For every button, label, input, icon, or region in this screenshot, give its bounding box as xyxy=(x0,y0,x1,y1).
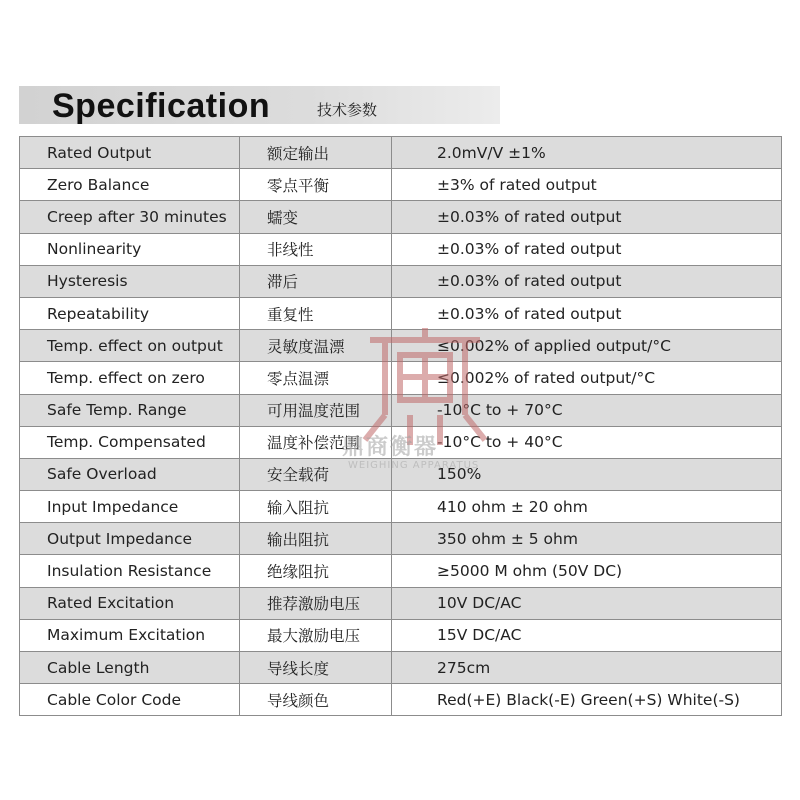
spec-value: ≤0.002% of applied output/°C xyxy=(392,330,782,362)
spec-row xyxy=(20,619,782,651)
spec-name-en: Safe Overload xyxy=(20,458,240,490)
spec-name-cn: 安全载荷 xyxy=(240,458,392,490)
spec-name-en: Temp. effect on output xyxy=(20,330,240,362)
spec-name-cn: 导线颜色 xyxy=(240,684,392,716)
spec-table xyxy=(19,136,782,716)
spec-name-en: Hysteresis xyxy=(20,265,240,297)
spec-row xyxy=(20,265,782,297)
spec-name-cn: 额定输出 xyxy=(240,137,392,169)
spec-name-cn: 输出阻抗 xyxy=(240,523,392,555)
spec-name-cn: 可用温度范围 xyxy=(240,394,392,426)
spec-row xyxy=(20,330,782,362)
spec-value: 10V DC/AC xyxy=(392,587,782,619)
spec-value: ±0.03% of rated output xyxy=(392,201,782,233)
spec-name-en: Input Impedance xyxy=(20,491,240,523)
page-title: Specification xyxy=(52,87,271,125)
spec-row xyxy=(20,491,782,523)
spec-row xyxy=(20,684,782,716)
spec-value: ≥5000 M ohm (50V DC) xyxy=(392,555,782,587)
spec-value: 275cm xyxy=(392,652,782,684)
spec-name-cn: 灵敏度温漂 xyxy=(240,330,392,362)
spec-value: ±3% of rated output xyxy=(392,169,782,201)
spec-name-cn: 导线长度 xyxy=(240,652,392,684)
spec-row xyxy=(20,297,782,329)
spec-name-en: Rated Excitation xyxy=(20,587,240,619)
spec-value: ±0.03% of rated output xyxy=(392,297,782,329)
spec-name-cn: 滞后 xyxy=(240,265,392,297)
spec-value: 2.0mV/V ±1% xyxy=(392,137,782,169)
page-subtitle: 技术参数 xyxy=(317,101,378,119)
spec-name-en: Nonlinearity xyxy=(20,233,240,265)
spec-name-en: Insulation Resistance xyxy=(20,555,240,587)
spec-row xyxy=(20,201,782,233)
spec-name-cn: 温度补偿范围 xyxy=(240,426,392,458)
spec-name-cn: 蠕变 xyxy=(240,201,392,233)
spec-row xyxy=(20,523,782,555)
spec-name-cn: 零点平衡 xyxy=(240,169,392,201)
spec-name-en: Rated Output xyxy=(20,137,240,169)
spec-value: 15V DC/AC xyxy=(392,619,782,651)
spec-name-en: Output Impedance xyxy=(20,523,240,555)
spec-name-en: Temp. effect on zero xyxy=(20,362,240,394)
spec-row xyxy=(20,426,782,458)
spec-row xyxy=(20,458,782,490)
spec-row xyxy=(20,652,782,684)
spec-value: ≤0.002% of rated output/°C xyxy=(392,362,782,394)
spec-name-en: Cable Color Code xyxy=(20,684,240,716)
spec-name-cn: 重复性 xyxy=(240,297,392,329)
spec-name-en: Safe Temp. Range xyxy=(20,394,240,426)
spec-name-en: Cable Length xyxy=(20,652,240,684)
spec-name-en: Zero Balance xyxy=(20,169,240,201)
spec-value: Red(+E) Black(-E) Green(+S) White(-S) xyxy=(392,684,782,716)
spec-name-cn: 最大激励电压 xyxy=(240,619,392,651)
spec-name-cn: 绝缘阻抗 xyxy=(240,555,392,587)
spec-name-cn: 非线性 xyxy=(240,233,392,265)
spec-row xyxy=(20,169,782,201)
spec-row xyxy=(20,587,782,619)
spec-value: -10°C to + 70°C xyxy=(392,394,782,426)
spec-name-en: Repeatability xyxy=(20,297,240,329)
spec-value: 150% xyxy=(392,458,782,490)
spec-name-en: Temp. Compensated xyxy=(20,426,240,458)
spec-name-en: Creep after 30 minutes xyxy=(20,201,240,233)
spec-table-body xyxy=(20,137,782,716)
spec-name-cn: 推荐激励电压 xyxy=(240,587,392,619)
spec-name-cn: 输入阻抗 xyxy=(240,491,392,523)
spec-row xyxy=(20,394,782,426)
spec-row xyxy=(20,555,782,587)
spec-row xyxy=(20,233,782,265)
spec-name-cn: 零点温漂 xyxy=(240,362,392,394)
spec-value: 410 ohm ± 20 ohm xyxy=(392,491,782,523)
spec-value: -10°C to + 40°C xyxy=(392,426,782,458)
spec-value: ±0.03% of rated output xyxy=(392,265,782,297)
spec-row xyxy=(20,137,782,169)
watermark-subtext: WEIGHING APPARATUS xyxy=(348,460,480,471)
watermark-text: 鼎商衡器 xyxy=(342,435,439,460)
spec-name-en: Maximum Excitation xyxy=(20,619,240,651)
spec-value: 350 ohm ± 5 ohm xyxy=(392,523,782,555)
spec-value: ±0.03% of rated output xyxy=(392,233,782,265)
spec-row xyxy=(20,362,782,394)
